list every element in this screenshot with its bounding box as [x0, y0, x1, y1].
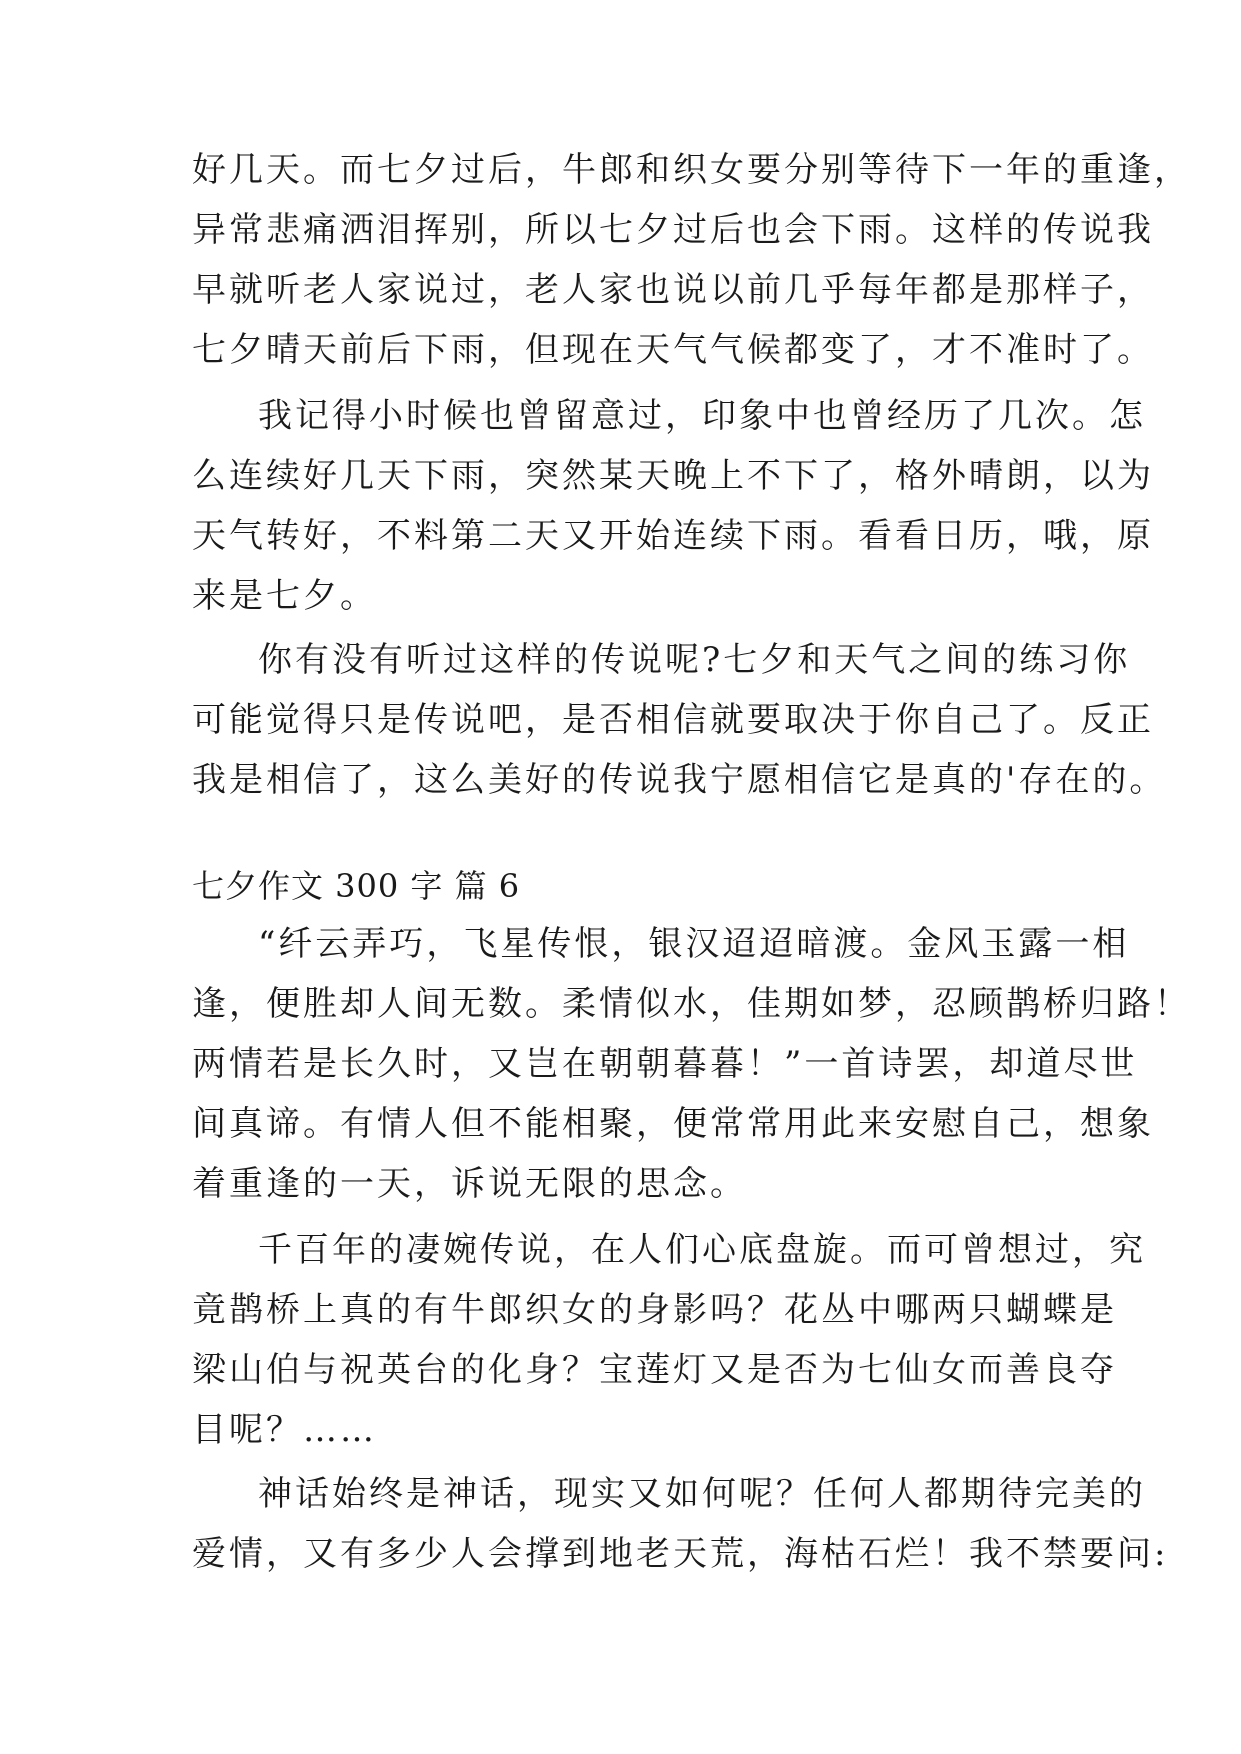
text-line: 好几天。而七夕过后，牛郎和织女要分别等待下一年的重逢， — [192, 150, 1191, 190]
text-line: 逢，便胜却人间无数。柔情似水，佳期如梦，忍顾鹊桥归路！ — [192, 984, 1191, 1024]
text-line: 我是相信了，这么美好的传说我宁愿相信它是真的'存在的。 — [192, 760, 1167, 800]
section-heading: 七夕作文 300 字 篇 6 — [192, 867, 521, 905]
text-line: 间真谛。有情人但不能相聚，便常常用此来安慰自己，想象 — [192, 1104, 1154, 1144]
text-line: 来是七夕。 — [192, 576, 377, 616]
text-line: 七夕晴天前后下雨，但现在天气气候都变了，才不准时了。 — [192, 330, 1154, 370]
text-line: 爱情，又有多少人会撑到地老天荒，海枯石烂！我不禁要问: — [192, 1534, 1169, 1574]
paragraph-start-line: “纤云弄巧，飞星传恨，银汉迢迢暗渡。金风玉露一相 — [258, 924, 1130, 964]
text-line: 么连续好几天下雨，突然某天晚上不下了，格外晴朗，以为 — [192, 456, 1154, 496]
text-line: 可能觉得只是传说吧，是否相信就要取决于你自己了。反正 — [192, 700, 1154, 740]
text-line: 两情若是长久时，又岂在朝朝暮暮！”一首诗罢，却道尽世 — [192, 1044, 1138, 1084]
paragraph-start-line: 神话始终是神话，现实又如何呢？任何人都期待完美的 — [258, 1474, 1146, 1514]
text-line: 目呢？…… — [192, 1410, 377, 1450]
text-line: 着重逢的一天，诉说无限的思念。 — [192, 1164, 747, 1204]
text-line: 异常悲痛洒泪挥别，所以七夕过后也会下雨。这样的传说我 — [192, 210, 1154, 250]
paragraph-start-line: 你有没有听过这样的传说呢?七夕和天气之间的练习你 — [258, 640, 1131, 680]
paragraph-start-line: 千百年的凄婉传说，在人们心底盘旋。而可曾想过，究 — [258, 1230, 1146, 1270]
paragraph-start-line: 我记得小时候也曾留意过，印象中也曾经历了几次。怎 — [258, 396, 1146, 436]
text-line: 早就听老人家说过，老人家也说以前几乎每年都是那样子， — [192, 270, 1154, 310]
text-line: 梁山伯与祝英台的化身？宝莲灯又是否为七仙女而善良夺 — [192, 1350, 1117, 1390]
text-line: 竟鹊桥上真的有牛郎织女的身影吗？花丛中哪两只蝴蝶是 — [192, 1290, 1117, 1330]
text-line: 天气转好，不料第二天又开始连续下雨。看看日历，哦，原 — [192, 516, 1154, 556]
